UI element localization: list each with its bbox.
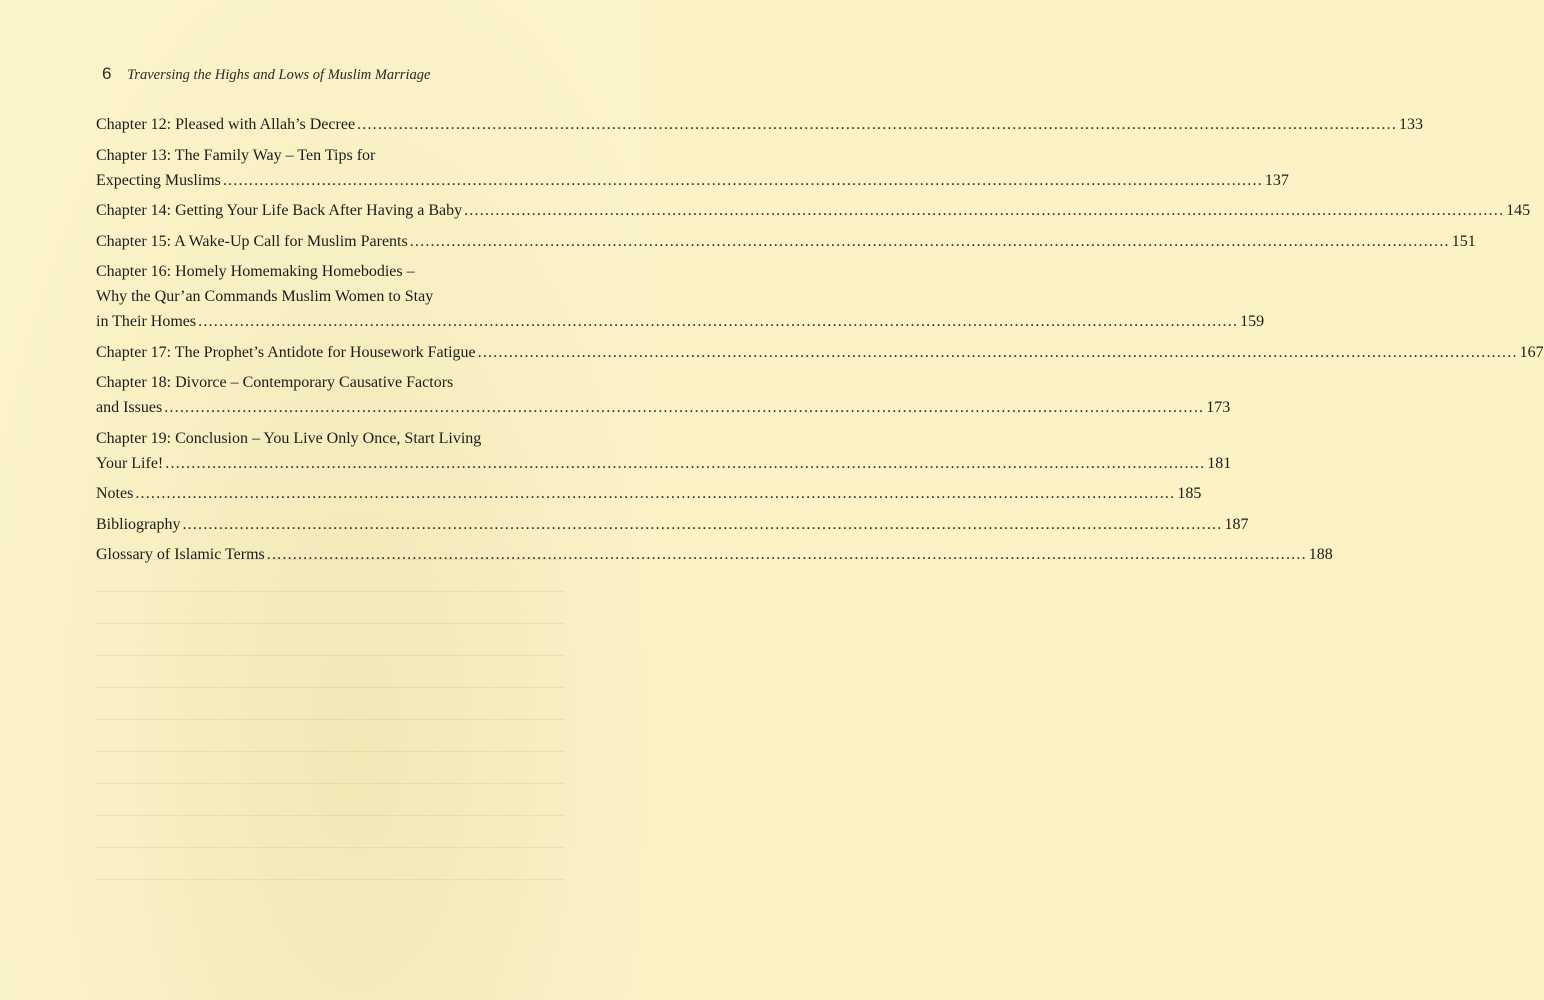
dot-leader: ........................................................................................................................................................................................................ xyxy=(464,202,1505,219)
toc-entry-final-line xyxy=(96,112,1424,137)
toc-entry-final-line xyxy=(96,395,1231,420)
toc-page-number: 187 xyxy=(1224,515,1249,533)
dot-leader: ........................................................................................................................................................................................................ xyxy=(164,399,1205,416)
toc-entry xyxy=(96,370,1231,420)
toc-page-number: 145 xyxy=(1506,202,1531,219)
toc-entry xyxy=(96,259,1265,334)
toc-page-number: 167 xyxy=(1519,343,1544,361)
toc-entry-title: Notes xyxy=(96,485,134,502)
toc-entry-title: Chapter 12: Pleased with Allah’s Decree xyxy=(96,116,356,133)
toc-entry-final-line xyxy=(96,229,1476,254)
toc-page-number: 151 xyxy=(1451,232,1476,250)
toc-entry-final-line xyxy=(96,512,1249,537)
toc-entry xyxy=(96,481,1202,506)
dot-leader: ........................................................................................................................................................................................................ xyxy=(477,343,1518,361)
page-number: 6 xyxy=(102,64,112,83)
toc-entry-line: Chapter 18: Divorce – Contemporary Causative Factors xyxy=(96,374,454,391)
toc-entry xyxy=(96,340,1544,365)
toc-entry-line: Chapter 19: Conclusion – You Live Only Once, Start Living xyxy=(96,429,482,447)
toc-entry-final-line xyxy=(96,481,1202,506)
dot-leader: ........................................................................................................................................................................................................ xyxy=(182,515,1223,533)
toc-entry xyxy=(96,143,1289,193)
toc-entry-title: in Their Homes xyxy=(96,313,197,330)
toc-entry-title: Glossary of Islamic Terms xyxy=(96,546,265,563)
toc-entry-final-line xyxy=(96,451,1232,476)
toc-entry xyxy=(96,112,1424,137)
toc-page-number: 173 xyxy=(1206,399,1231,416)
toc-entry-title: and Issues xyxy=(96,399,163,416)
toc-entry-title: Bibliography xyxy=(96,515,181,533)
toc-entry xyxy=(96,229,1476,254)
dot-leader: ........................................................................................................................................................................................................ xyxy=(222,171,1263,189)
dot-leader: ........................................................................................................................................................................................................ xyxy=(266,546,1307,563)
toc-entry xyxy=(96,426,1232,476)
dot-leader: ........................................................................................................................................................................................................ xyxy=(198,313,1239,330)
toc-entry-title: Chapter 17: The Prophet’s Antidote for Housework Fatigue xyxy=(96,343,476,361)
toc-entry-final-line xyxy=(96,309,1265,334)
toc-entry-line: Chapter 13: The Family Way – Ten Tips for xyxy=(96,146,376,164)
toc-entry-title: Your Life! xyxy=(96,454,164,472)
toc-entry-title: Chapter 14: Getting Your Life Back After Having a Baby xyxy=(96,202,463,219)
toc-entry xyxy=(96,198,1531,223)
toc-page-number: 159 xyxy=(1240,313,1265,330)
dot-leader: ........................................................................................................................................................................................................ xyxy=(357,116,1398,133)
dot-leader: ........................................................................................................................................................................................................ xyxy=(135,485,1176,502)
toc-page-number: 188 xyxy=(1308,546,1333,563)
toc-entry-line: Chapter 16: Homely Homemaking Homebodies – xyxy=(96,263,415,280)
toc-page-number: 137 xyxy=(1264,171,1289,189)
toc-entry xyxy=(96,512,1249,537)
toc-entry-final-line xyxy=(96,542,1333,567)
toc-entry-final-line xyxy=(96,340,1544,365)
dot-leader: ........................................................................................................................................................................................................ xyxy=(409,232,1450,250)
show-through-text xyxy=(95,545,565,905)
toc-entry-final-line xyxy=(96,198,1531,223)
toc-entry-title: Chapter 15: A Wake-Up Call for Muslim Parents xyxy=(96,232,408,250)
toc-page-number: 185 xyxy=(1177,485,1202,502)
toc-entry-line: Why the Qur’an Commands Muslim Women to Stay xyxy=(96,288,434,305)
book-title: Traversing the Highs and Lows of Muslim Marriage xyxy=(127,67,431,83)
toc-entry-final-line xyxy=(96,168,1289,193)
toc-page-number: 133 xyxy=(1399,116,1424,133)
toc-entry xyxy=(96,542,1333,567)
table-of-contents xyxy=(96,112,1544,573)
dot-leader: ........................................................................................................................................................................................................ xyxy=(165,454,1206,472)
toc-entry-title: Expecting Muslims xyxy=(96,171,221,189)
toc-page-number: 181 xyxy=(1207,454,1232,472)
running-header xyxy=(102,64,430,84)
